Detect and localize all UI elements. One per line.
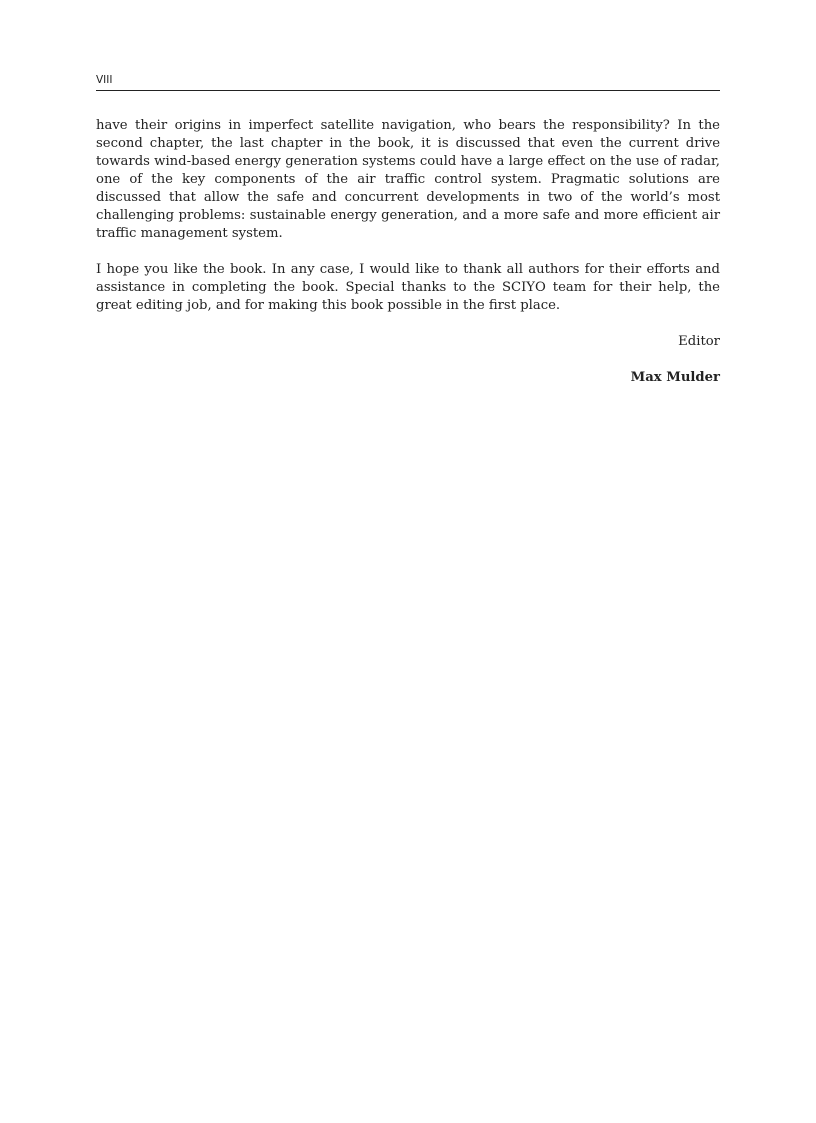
- paragraph-acknowledgements: I hope you like the book. In any case, I would like to thank all authors for their efforts and assistance in completing the book. Special thanks to the SCIYO team for their help, the great editing job, and for making this book possible in the first place.: [96, 262, 720, 313]
- page-header: [96, 72, 720, 91]
- body-text: [96, 117, 720, 387]
- page-number: VIII: [96, 74, 113, 86]
- editor-role: Editor: [678, 334, 720, 349]
- paragraph-continued: have their origins in imperfect satellite navigation, who bears the responsibility? In the second chapter, the last chapter in the book, it is discussed that even the current drive towards wind-based energy generation systems could have a large effect on the use of radar, one of the key components of the air traffic control system. Pragmatic solutions are discussed that allow the safe and concurrent developments in two of the world’s most challenging problems: sustainable energy generation, and a more safe and more efficient air traffic management system.: [96, 118, 720, 241]
- signature-block: [96, 333, 720, 387]
- editor-name: Max Mulder: [630, 370, 720, 385]
